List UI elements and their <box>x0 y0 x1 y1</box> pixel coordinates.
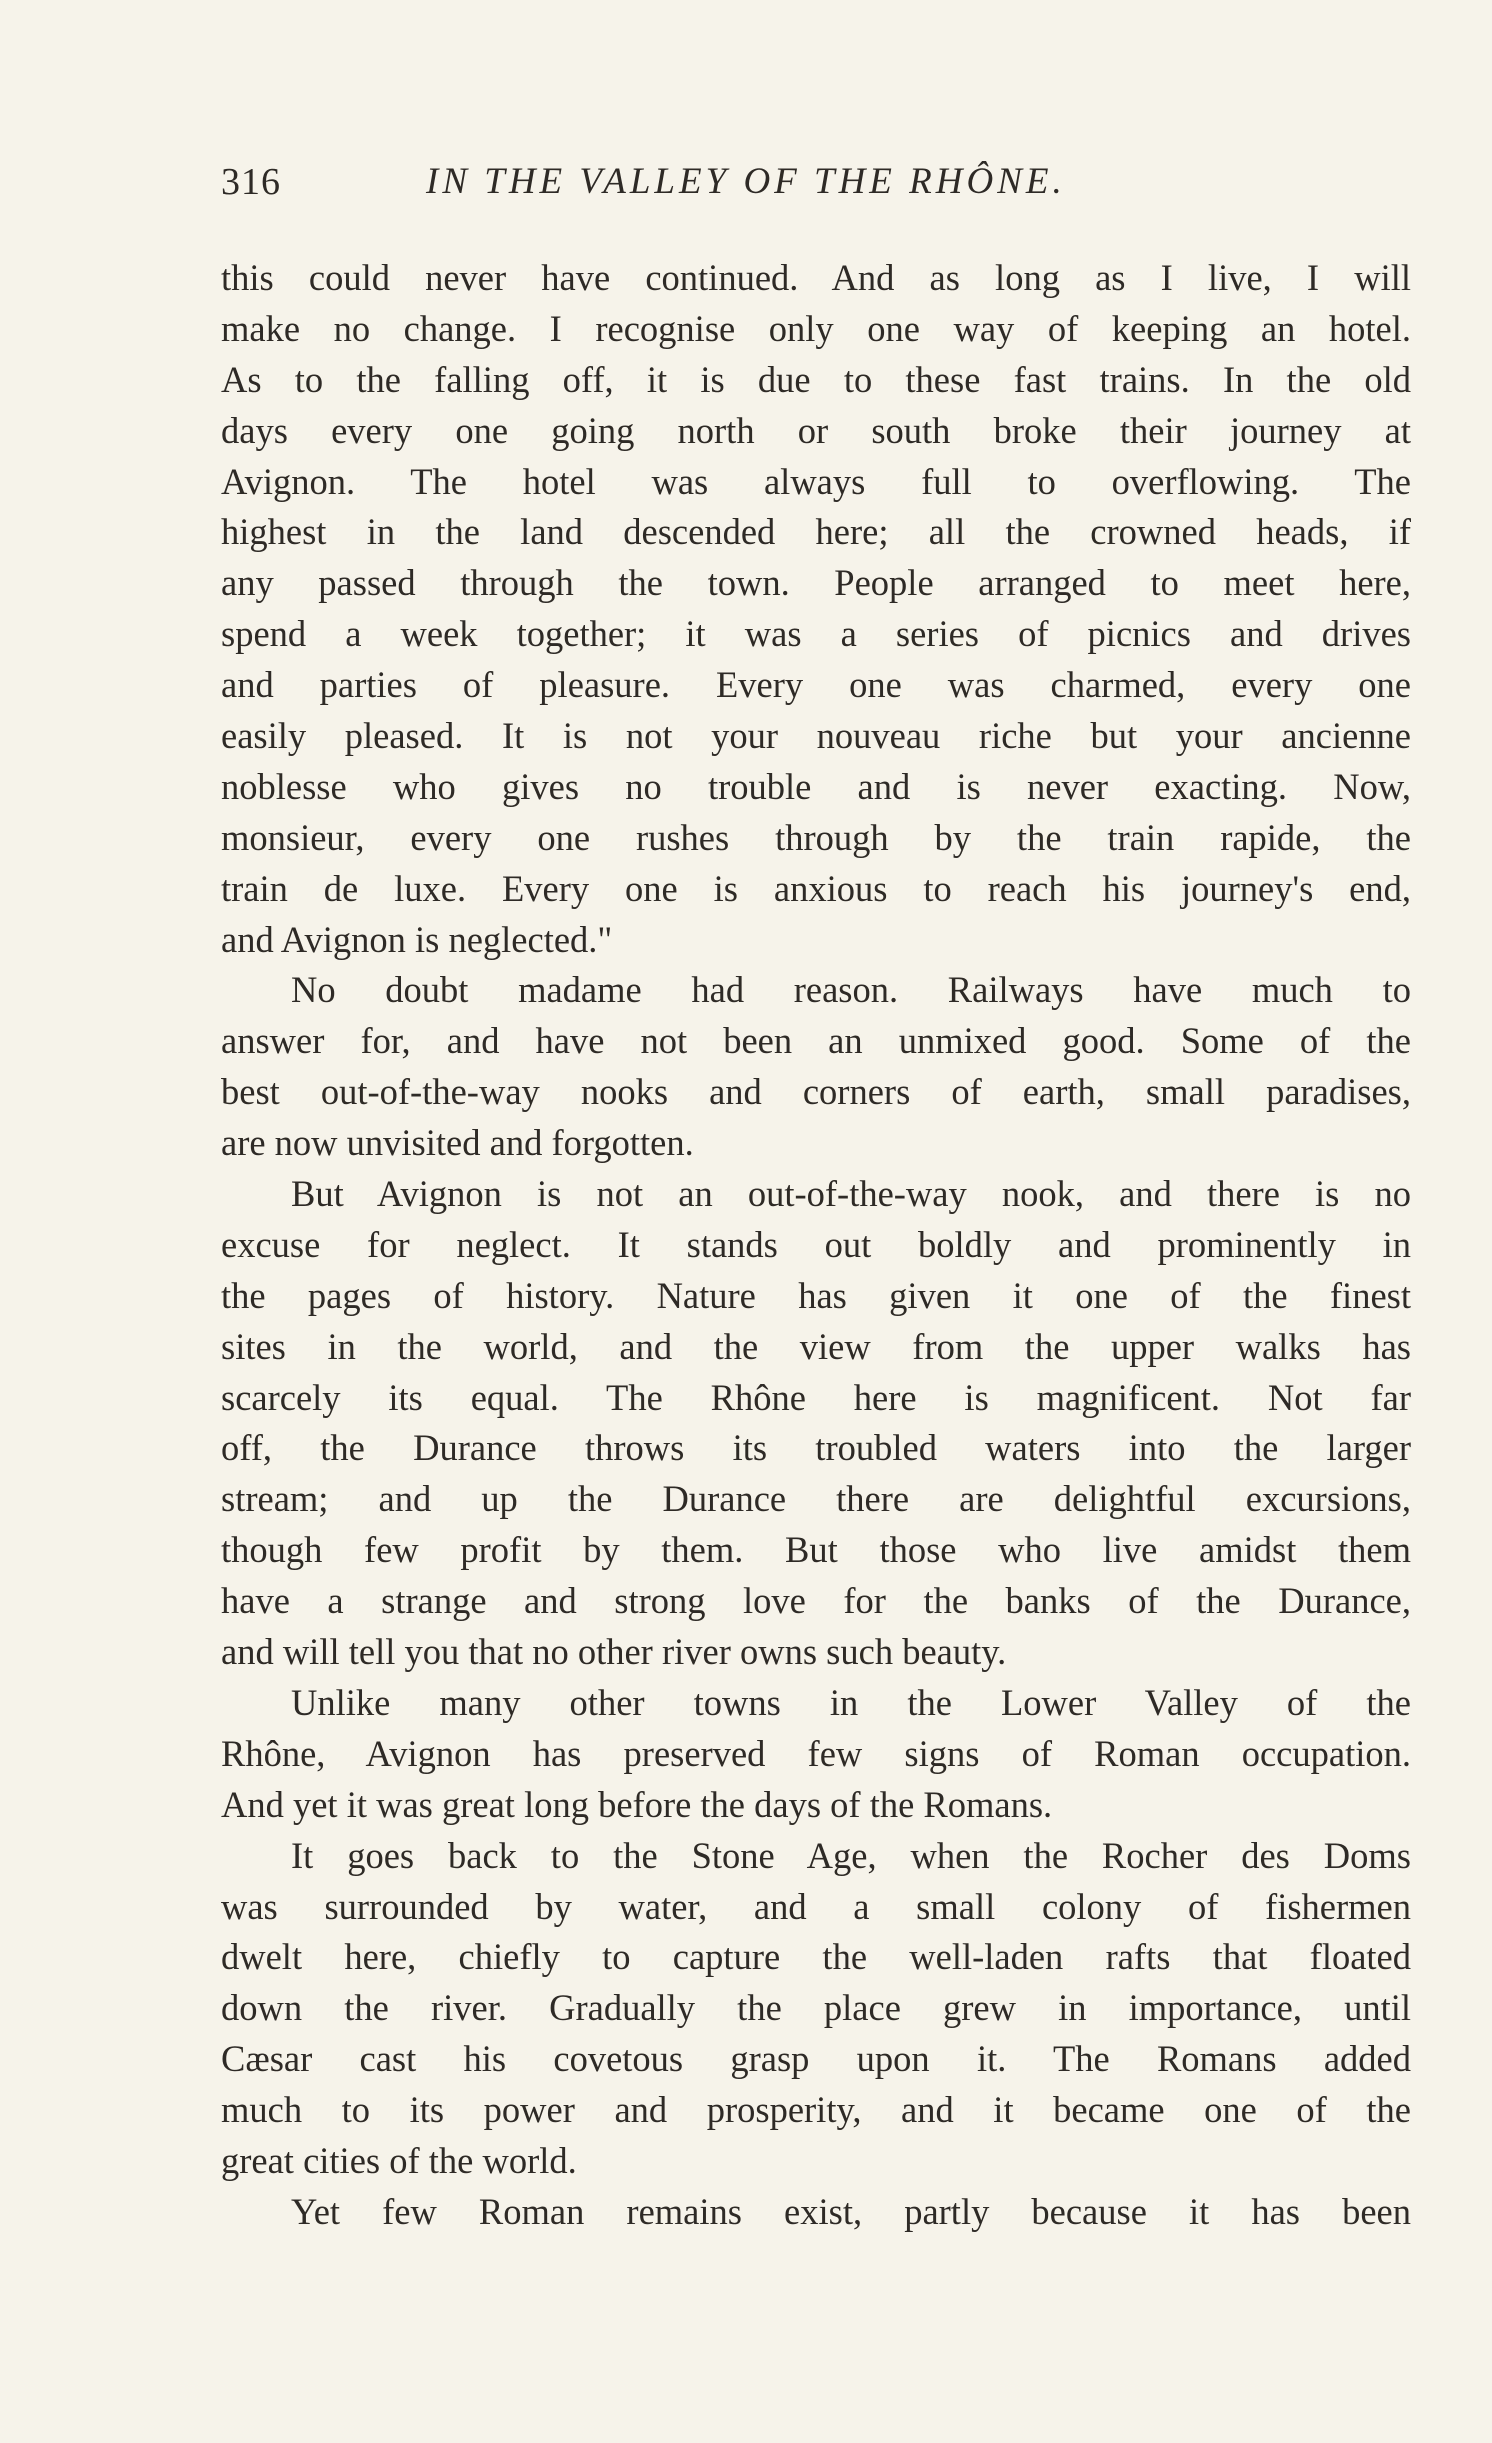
text-line: make no change. I recognise only one way of keeping an hotel. <box>221 307 1411 349</box>
text-line: spend a week together; it was a series of picnics and drives <box>221 613 1411 655</box>
text-line: answer for, and have not been an unmixed good. Some of the <box>221 1020 1411 1062</box>
text-line: Rhône, Avignon has preserved few signs of Roman occupation. <box>221 1732 1411 1774</box>
text-line: noblesse who gives no trouble and is never exacting. Now, <box>221 765 1411 807</box>
text-line: monsieur, every one rushes through by the train rapide, the <box>221 816 1411 858</box>
paragraph-start-line: Yet few Roman remains exist, partly because it has been <box>291 2190 1411 2232</box>
running-head <box>221 160 1411 220</box>
text-line: And yet it was great long before the days of the Romans. <box>221 1783 1053 1825</box>
text-line: though few profit by them. But those who live amidst them <box>221 1529 1411 1571</box>
text-line: dwelt here, chiefly to capture the well-laden rafts that floated <box>221 1936 1411 1978</box>
text-line: off, the Durance throws its troubled waters into the larger <box>221 1427 1411 1469</box>
text-line: was surrounded by water, and a small colony of fishermen <box>221 1885 1411 1927</box>
text-line: highest in the land descended here; all the crowned heads, if <box>221 511 1411 553</box>
text-line: sites in the world, and the view from the upper walks has <box>221 1325 1411 1367</box>
text-line: and parties of pleasure. Every one was charmed, every one <box>221 664 1411 706</box>
text-line: excuse for neglect. It stands out boldly and prominently in <box>221 1223 1411 1265</box>
text-line: much to its power and prosperity, and it became one of the <box>221 2089 1411 2131</box>
text-line: best out-of-the-way nooks and corners of earth, small paradises, <box>221 1071 1411 1113</box>
text-line: have a strange and strong love for the banks of the Durance, <box>221 1580 1411 1622</box>
paragraph-start-line: It goes back to the Stone Age, when the Rocher des Doms <box>291 1834 1411 1876</box>
text-line: are now unvisited and forgotten. <box>221 1122 694 1164</box>
body-text <box>221 253 1411 2238</box>
paragraph-start-line: Unlike many other towns in the Lower Valley of the <box>291 1681 1411 1723</box>
text-line: scarcely its equal. The Rhône here is magnificent. Not far <box>221 1376 1411 1418</box>
text-line: As to the falling off, it is due to these fast trains. In the old <box>221 358 1411 400</box>
paragraph-start-line: No doubt madame had reason. Railways have much to <box>291 969 1411 1011</box>
text-line: down the river. Gradually the place grew in importance, until <box>221 1987 1411 2029</box>
text-line: days every one going north or south broke their journey at <box>221 409 1411 451</box>
text-line: the pages of history. Nature has given it one of the finest <box>221 1274 1411 1316</box>
text-line: stream; and up the Durance there are delightful excursions, <box>221 1478 1411 1520</box>
text-line: any passed through the town. People arranged to meet here, <box>221 562 1411 604</box>
paragraph-start-line: But Avignon is not an out-of-the-way nook, and there is no <box>291 1173 1411 1215</box>
running-title: IN THE VALLEY OF THE RHÔNE. <box>426 161 1066 202</box>
page-number: 316 <box>221 161 281 203</box>
text-line: Avignon. The hotel was always full to overflowing. The <box>221 460 1411 502</box>
text-line: Cæsar cast his covetous grasp upon it. The Romans added <box>221 2038 1411 2080</box>
text-line: this could never have continued. And as long as I live, I will <box>221 257 1411 298</box>
text-line: train de luxe. Every one is anxious to reach his journey's end, <box>221 867 1411 909</box>
text-line: and Avignon is neglected." <box>221 918 613 960</box>
text-line: easily pleased. It is not your nouveau riche but your ancienne <box>221 715 1411 757</box>
text-line: great cities of the world. <box>221 2139 577 2181</box>
text-line: and will tell you that no other river owns such beauty. <box>221 1631 1007 1673</box>
